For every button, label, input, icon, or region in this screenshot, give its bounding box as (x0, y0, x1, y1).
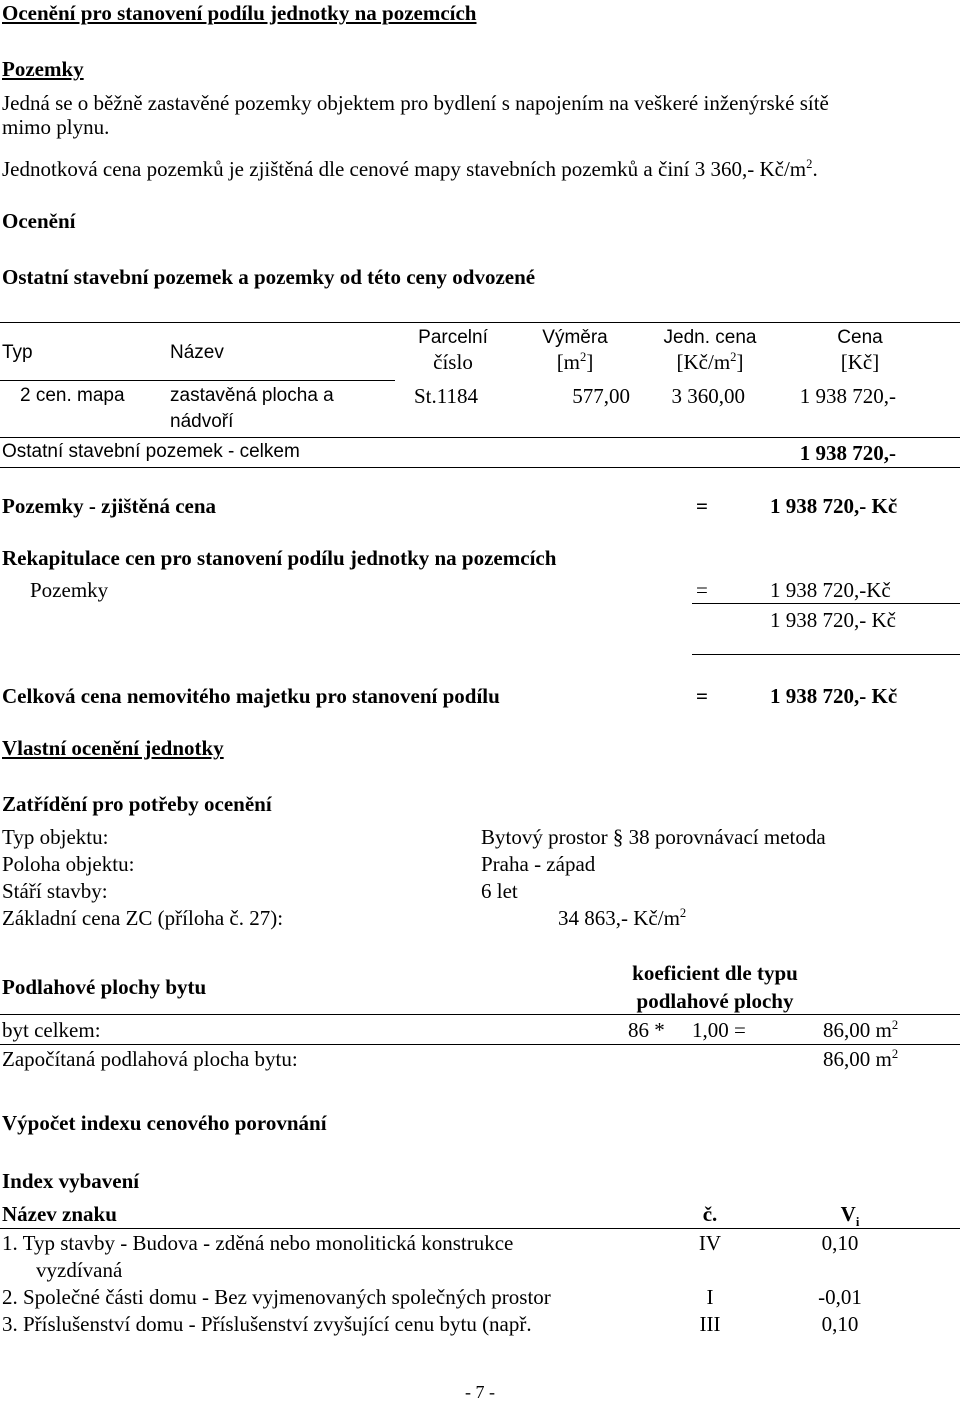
rekapitulace-pozemky-label: Pozemky (30, 578, 109, 602)
row-jedn-cena: 3 360,00 (671, 384, 745, 408)
index-header-rule (0, 1228, 960, 1229)
poloha-objektu-label: Poloha objektu: (2, 852, 135, 876)
zjistena-cena-value: 1 938 720,- Kč (770, 494, 898, 518)
rekapitulace-heading: Rekapitulace cen pro stanovení podílu jednotky na pozemcích (2, 546, 557, 570)
zakladni-cena-value: 34 863,- $Kč/m^2$ (558, 906, 687, 930)
total-value: 1 938 720,- (799, 441, 896, 465)
zjistena-cena-eq: = (696, 494, 708, 518)
row-nazev-line1: zastavěná plocha a (170, 385, 334, 406)
index-row-3-name: 3. Příslušenství domu - Příslušenství zvyšující cenu bytu (např. (2, 1312, 532, 1336)
unit-price-line: Jednotková cena pozemků je zjištěná dle cenové mapy stavebních pozemků a činí 3 360,- $Kč/m^2$. (2, 157, 818, 181)
zatrideni-heading: Zatřídění pro potřeby ocenění (2, 792, 272, 816)
zapocitana-plocha-label: Započítaná podlahová plocha bytu: (2, 1047, 298, 1071)
podlahove-header-rule (0, 1014, 960, 1015)
table-bottom-rule (0, 467, 960, 468)
col-header-vymera: Výměra $[m^2]$ (542, 327, 608, 374)
pozemky-description-line1: Jedná se o běžně zastavěné pozemky objektem pro bydlení s napojením na veškeré inženýrské sítě (2, 91, 829, 115)
index-row-3-c: III (699, 1312, 721, 1336)
typ-objektu-label: Typ objektu: (2, 825, 109, 849)
row-nazev-line2: nádvoří (170, 411, 234, 432)
row-parcelni: St.1184 (414, 384, 478, 408)
table-total-rule (0, 437, 960, 438)
index-row-1-c: IV (698, 1231, 722, 1255)
rekapitulace-pozemky-value: 1 938 720,-Kč (770, 578, 891, 602)
index-vybaveni-heading: Index vybavení (2, 1169, 140, 1193)
poloha-objektu-value: Praha - západ (481, 852, 596, 876)
celkova-cena-eq: = (696, 684, 708, 708)
index-col-nazev: Název znaku (2, 1202, 117, 1226)
index-row-2-c: I (706, 1285, 714, 1309)
land-subheading: Ostatní stavební pozemek a pozemky od této ceny odvozené (2, 265, 536, 289)
col-header-parcelni: Parcelní číslo (418, 327, 488, 374)
col-header-cena: Cena [Kč] (837, 327, 883, 374)
index-row-1-v: 0,10 (821, 1231, 859, 1255)
byt-celkem-koef: 1,00 = (692, 1018, 746, 1042)
index-row-2-name: 2. Společné části domu - Bez vyjmenovaných společných prostor (2, 1285, 551, 1309)
col-header-nazev: Název (170, 342, 224, 363)
podlahove-row-rule (0, 1044, 960, 1045)
index-col-v: $V_i$ (840, 1202, 860, 1230)
pozemky-description-line2: mimo plynu. (2, 115, 110, 139)
index-row-3-v: 0,10 (821, 1312, 859, 1336)
col-header-typ: Typ (2, 342, 33, 363)
podlahove-plochy-heading: Podlahové plochy bytu (2, 975, 207, 999)
row-typ: 2 cen. mapa (20, 385, 125, 406)
index-row-1-name-cont: vyzdívaná (36, 1258, 123, 1282)
celkova-cena-label: Celková cena nemovitého majetku pro stanovení podílu (2, 684, 500, 708)
table-top-rule (0, 322, 960, 323)
rekapitulace-rule (692, 603, 960, 604)
celkova-cena-value: 1 938 720,- Kč (770, 684, 898, 708)
section-heading-pozemky: Pozemky (2, 57, 84, 81)
zjistena-cena-label: Pozemky - zjištěná cena (2, 494, 217, 518)
col-header-jedn-cena: Jedn. cena $[Kč/m^2]$ (663, 327, 757, 374)
koeficient-header: koeficient dle typu podlahové plochy (632, 961, 798, 1014)
total-label: Ostatní stavební pozemek - celkem (2, 441, 300, 462)
rekapitulace-sum: 1 938 720,- Kč (770, 608, 896, 632)
zapocitana-plocha-value: 86,00 $m^2$ (823, 1047, 899, 1071)
byt-celkem-label: byt celkem: (2, 1018, 101, 1042)
stari-stavby-value: 6 let (481, 879, 518, 903)
index-row-1-name: 1. Typ stavby - Budova - zděná nebo monolitická konstrukce (2, 1231, 514, 1255)
oceneni-heading: Ocenění (2, 209, 76, 233)
table-header-rule (0, 380, 395, 381)
zakladni-cena-label: Základní cena ZC (příloha č. 27): (2, 906, 284, 930)
page-number: - 7 - (465, 1382, 495, 1402)
page-title: Ocenění pro stanovení podílu jednotky na pozemcích (2, 1, 477, 25)
vlastni-oceneni-heading: Vlastní ocenění jednotky (2, 736, 224, 760)
rekapitulace-eq: = (696, 578, 708, 602)
index-col-c: č. (702, 1202, 718, 1226)
byt-celkem-area: 86 * (628, 1018, 665, 1042)
vypocet-indexu-heading: Výpočet indexu cenového porovnání (2, 1111, 327, 1135)
byt-celkem-result: 86,00 $m^2$ (823, 1018, 899, 1042)
row-vymera: 577,00 (572, 384, 630, 408)
typ-objektu-value: Bytový prostor § 38 porovnávací metoda (481, 825, 826, 849)
row-cena: 1 938 720,- (799, 384, 896, 408)
stari-stavby-label: Stáří stavby: (2, 879, 108, 903)
index-row-2-v: -0,01 (818, 1285, 862, 1309)
rekapitulace-sum-rule (692, 654, 960, 655)
